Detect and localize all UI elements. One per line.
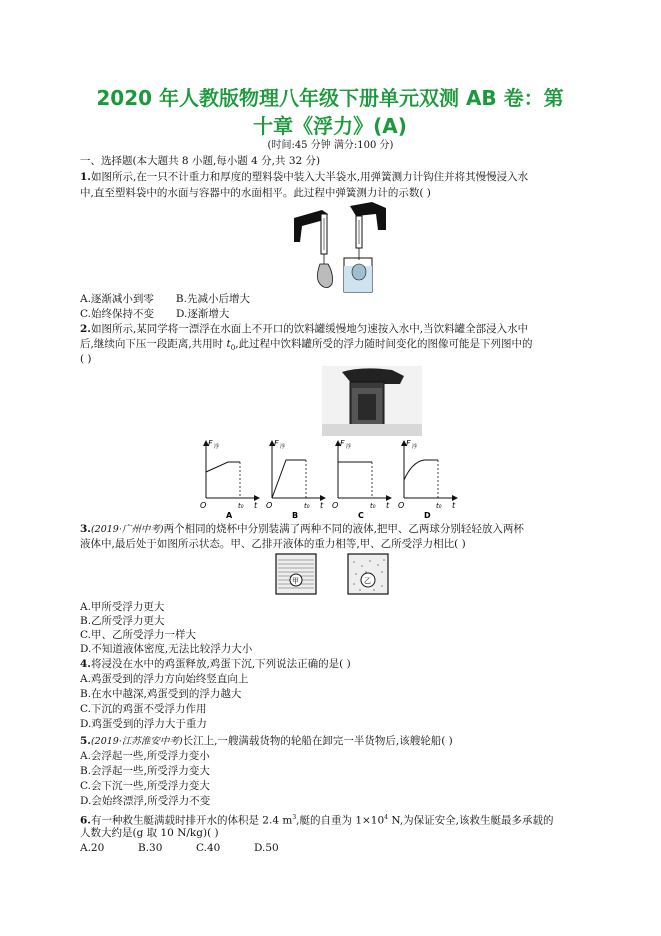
q2-text-line3: ( ) <box>80 353 92 365</box>
q1-options-row2 <box>80 307 229 322</box>
q2-graph-d-label[interactable]: D <box>424 511 431 520</box>
q6-sup-4: 4 <box>384 814 388 821</box>
q2-graph-a <box>200 438 260 520</box>
q2-text-line1: 如图所示,某同学将一漂浮在水面上不开口的饮料罐缓慢地匀速按入水中,当饮料罐全部浸入水中 <box>90 323 529 335</box>
q3-text-line1: 两个相同的烧杯中分别装满了两种不同的液体,把甲、乙两球分别轻轻放入两杯 <box>163 523 524 535</box>
q1-options-row1 <box>80 292 250 307</box>
q2-graph-c-t0: t₀ <box>370 502 376 510</box>
q5-number: 5. <box>80 735 91 747</box>
q2-graph-c-label[interactable]: C <box>358 511 364 520</box>
q1-text-line2: 中,直至塑料袋中的水面与容器中的水面相平。此过程中弹簧测力计的示数( ) <box>80 187 431 199</box>
q2-graph-d-axis-f-sub: 浮 <box>412 444 418 450</box>
q3-line1 <box>80 522 524 537</box>
q4-option-c[interactable]: C.下沉的鸡蛋不受浮力作用 <box>80 703 207 715</box>
exam-subtitle: (时间:45 分钟 满分:100 分) <box>267 140 394 151</box>
q2-text-line2a: 后,继续向下压一段距离,共用时 <box>80 338 227 350</box>
q3-option-d[interactable]: D.不知道液体密度,无法比较浮力大小 <box>80 643 253 655</box>
q2-t0-variable: t <box>226 338 231 350</box>
q2-t0-subscript: 0 <box>230 344 236 353</box>
q2-graph-d-axis-f: F <box>406 439 411 448</box>
q3-source: (2019·广州中考) <box>90 524 164 535</box>
q2-line1 <box>80 322 528 337</box>
q2-graph-c-axis-f: F <box>340 439 345 448</box>
q2-graph-a-axis-f: F <box>208 439 213 448</box>
q2-graph-d-t0: t₀ <box>436 502 442 510</box>
q1-option-a[interactable]: A.逐渐减小到零 <box>80 293 154 305</box>
q2-graph-c-axis-f-sub: 浮 <box>346 444 352 450</box>
q5-option-d[interactable]: D.会始终漂浮,所受浮力不变 <box>80 795 211 807</box>
q6-options <box>80 841 279 856</box>
q2-graph-d-origin: O <box>398 501 405 510</box>
q3-figure <box>274 552 394 596</box>
q6-sup-3: 3 <box>292 814 297 821</box>
q5-text: 长江上,一艘满载货物的轮船在卸完一半货物后,该艘轮船( ) <box>182 735 453 747</box>
q3-ball-yi: 乙 <box>364 577 371 585</box>
q2-graph-b-t0: t₀ <box>304 502 310 510</box>
q3-ball-jia: 甲 <box>292 577 299 585</box>
q4-line <box>80 657 351 672</box>
q6-number: 6. <box>80 814 91 827</box>
q2-photo <box>322 366 422 436</box>
q2-number: 2. <box>80 323 91 335</box>
q6-text-line1c: N,为保证安全,该救生艇最多承载的 <box>387 814 554 827</box>
q5-line <box>80 734 453 749</box>
q3-option-a[interactable]: A.甲所受浮力更大 <box>80 601 165 613</box>
q2-graph-b-axis-f: F <box>274 439 279 448</box>
q6-option-d[interactable]: D.50 <box>254 842 279 854</box>
q6-text-line1b: ,艇的自重为 1×10 <box>296 814 385 827</box>
q2-graph-c-axis-t: t <box>386 501 390 510</box>
q1-figure <box>292 200 388 296</box>
q1-option-c[interactable]: C.始终保持不变 <box>80 308 154 320</box>
q2-graph-c-origin: O <box>332 501 339 510</box>
q2-line2 <box>80 337 533 356</box>
q2-graph-d-axis-t: t <box>452 501 456 510</box>
q1-line1 <box>80 170 528 185</box>
q3-text-line2: 液体中,最后处于如图所示状态。甲、乙排开液体的重力相等,甲、乙所受浮力相比( ) <box>80 538 466 550</box>
q2-graph-b-axis-f-sub: 浮 <box>280 444 286 450</box>
q4-text: 将浸没在水中的鸡蛋释放,鸡蛋下沉,下列说法正确的是( ) <box>90 658 351 670</box>
q6-text-line2: 人数大约是(g 取 10 N/kg)( ) <box>80 827 219 839</box>
q2-text-line2b: ,此过程中饮料罐所受的浮力随时间变化的图像可能是下列图中的 <box>235 338 533 350</box>
q6-option-a[interactable]: A.20 <box>80 842 105 854</box>
q6-text-line1a: 有一种救生艇满载时排开水的体积是 2.4 m <box>90 814 293 827</box>
q4-option-b[interactable]: B.在水中越深,鸡蛋受到的浮力越大 <box>80 688 242 700</box>
q5-option-b[interactable]: B.会浮起一些,所受浮力变大 <box>80 765 210 777</box>
page-title-line1: 2020 年人教版物理八年级下册单元双测 AB 卷：第 <box>96 86 564 110</box>
q6-option-c[interactable]: C.40 <box>196 842 221 854</box>
q2-graph-d <box>398 438 458 520</box>
q2-graph-a-axis-f-sub: 浮 <box>214 444 220 450</box>
q2-graph-b-origin: O <box>266 501 273 510</box>
q1-option-d[interactable]: D.逐渐增大 <box>176 308 230 320</box>
q4-option-a[interactable]: A.鸡蛋受到的浮力方向始终竖直向上 <box>80 673 249 685</box>
q3-option-b[interactable]: B.乙所受浮力更大 <box>80 615 165 627</box>
q1-number: 1. <box>80 171 91 183</box>
q3-option-c[interactable]: C.甲、乙所受浮力一样大 <box>80 629 196 641</box>
q2-graph-c <box>332 438 392 520</box>
q2-graph-b-axis-t: t <box>320 501 324 510</box>
q2-graph-a-origin: O <box>200 501 207 510</box>
q3-number: 3. <box>80 523 91 535</box>
q1-text-line1: 如图所示,在一只不计重力和厚度的塑料袋中装入大半袋水,用弹簧测力计钩住并将其慢慢浸入水 <box>90 171 529 183</box>
q2-graph-b <box>266 438 326 520</box>
section-heading: 一、选择题(本大题共 8 小题,每小题 4 分,共 32 分) <box>80 155 321 167</box>
q4-option-d[interactable]: D.鸡蛋受到的浮力大于重力 <box>80 718 207 730</box>
q5-option-a[interactable]: A.会浮起一些,所受浮力变小 <box>80 750 210 762</box>
q2-graph-a-label[interactable]: A <box>226 511 233 520</box>
page-title-line2: 十章《浮力》(A) <box>253 114 407 138</box>
q2-graph-a-axis-t: t <box>254 501 258 510</box>
q6-option-b[interactable]: B.30 <box>138 842 163 854</box>
q1-option-b[interactable]: B.先减小后增大 <box>175 293 250 305</box>
q2-graph-a-t0: t₀ <box>238 502 244 510</box>
q2-graph-b-label[interactable]: B <box>292 511 299 520</box>
q5-option-c[interactable]: C.会下沉一些,所受浮力变大 <box>80 780 210 792</box>
q5-source: (2019·江苏淮安中考) <box>90 736 183 747</box>
q4-number: 4. <box>80 658 91 670</box>
